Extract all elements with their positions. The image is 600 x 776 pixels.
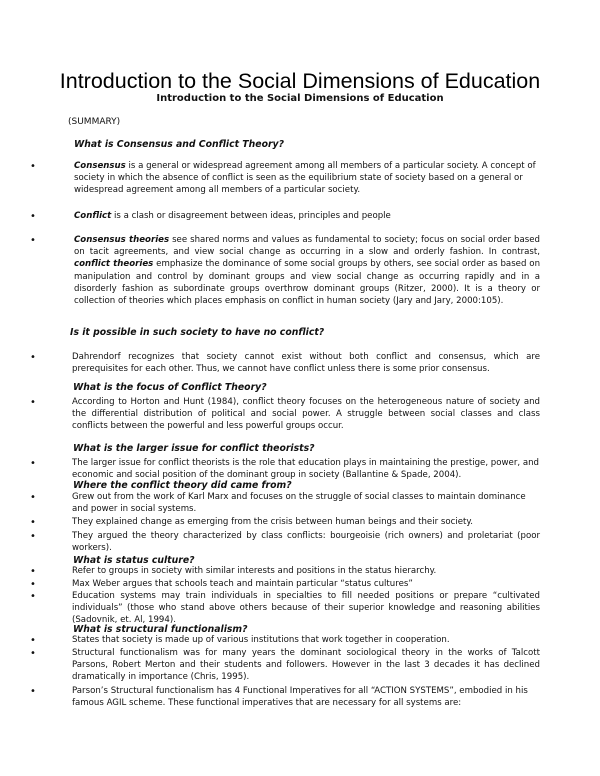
section-heading-structural-functionalism: What is structural functionalism?	[73, 624, 248, 635]
bullet: •	[30, 211, 36, 222]
bullet: •	[30, 635, 36, 646]
paragraph-consensus-theories: Consensus theories see shared norms and values as fundamental to society; focus on social order based on tacit agreements, and view social change as occurring in a slow and orderly fashion. In contrast, conflict theories emphasize the dominance of some social groups by others, see social order as based on manipulation and control by dominant groups and view social change as occurring rapidly and in a disorderly fashion as subordinate groups overthrow dominant groups (Ritzer, 2000). It is a theory or collection of theories which places emphasis on conflict in human society (Jary and Jary, 2000:105).	[74, 235, 541, 307]
paragraph-consensus: Consensus is a general or widespread agreement among all members of a particular society. A concept of society in which the absence of conflict is seen as the equilibrium state of society based on a general or widespread agreement among all members of a particular society.	[74, 161, 536, 196]
section-heading-no-conflict: Is it possible in such society to have no conflict?	[70, 327, 325, 338]
section-heading-larger-issue: What is the larger issue for conflict theorists?	[73, 443, 315, 454]
term-conflict-theories: conflict theories	[74, 259, 154, 270]
bullet: •	[30, 397, 36, 408]
paragraph-horton-hunt: According to Horton and Hunt (1984), conflict theory focuses on the heterogeneous nature of society and the differential distribution of political and social power. A struggle between social classes and class conflicts between the powerful and less powerful groups occur.	[72, 397, 540, 432]
paragraph-parsons-merton: Structural functionalism was for many years the dominant sociological theory in the works of Talcott Parsons, Robert Merton and their students and followers. However in the last 3 decades it has declined dramatically in importance (Chris, 1995).	[72, 648, 540, 683]
bullet: •	[30, 566, 36, 577]
bullet: •	[30, 458, 36, 469]
term-consensus: Consensus	[74, 161, 126, 171]
paragraph-change: They explained change as emerging from the crisis between human beings and their society.	[72, 517, 473, 527]
section-heading-focus: What is the focus of Conflict Theory?	[73, 382, 267, 393]
bullet: •	[30, 591, 36, 602]
paragraph-max-weber: Max Weber argues that schools teach and maintain particular “status cultures”	[72, 579, 413, 589]
bullet: •	[30, 686, 36, 697]
term-consensus-theories: Consensus theories	[74, 235, 170, 245]
term-conflict: Conflict	[74, 211, 112, 221]
paragraph-education-systems: Education systems may train individuals in specialties to fill needed positions or prepare “cultivated individuals” (those who stand above others because of their superior knowledge and reasoning abilities (Sadovnik, et. Al, 1994).	[72, 591, 540, 626]
paragraph-larger-issue: The larger issue for conflict theorists is the role that education plays in maintaining the prestige, power, and economic and social position of the dominant group in society (Ballantine & Spade, 2004).	[72, 458, 539, 481]
bullet: •	[30, 531, 36, 542]
section-heading-origin: Where the conflict theory did came from?	[73, 480, 292, 491]
bullet: •	[30, 235, 36, 246]
paragraph-institutions: States that society is made up of various institutions that work together in cooperation.	[72, 635, 450, 645]
paragraph-agil: Parson’s Structural functionalism has 4 Functional Imperatives for all “ACTION SYSTEMS”, embodied in his famous AGIL scheme. These functional imperatives that are necessary for all systems are:	[72, 686, 528, 709]
section-heading-status-culture: What is status culture?	[73, 555, 195, 566]
section-heading-consensus-conflict: What is Consensus and Conflict Theory?	[74, 139, 284, 150]
summary-label: (SUMMARY)	[68, 117, 121, 127]
bullet: •	[30, 648, 36, 659]
bullet: •	[30, 352, 36, 363]
document-title: Introduction to the Social Dimensions of Education	[59, 69, 541, 93]
document-subtitle: Introduction to the Social Dimensions of Education	[156, 93, 444, 104]
paragraph-class-conflicts: They argued the theory characterized by class conflicts: bourgeoisie (rich owners) and proletariat (poor workers).	[72, 531, 540, 554]
paragraph-conflict: Conflict is a clash or disagreement between ideas, principles and people	[74, 211, 391, 221]
paragraph-status-groups: Refer to groups in society with similar interests and positions in the status hierarchy.	[72, 566, 437, 576]
bullet: •	[30, 579, 36, 590]
paragraph-karl-marx: Grew out from the work of Karl Marx and focuses on the struggle of social classes to maintain dominance and power in social systems.	[72, 492, 526, 515]
paragraph-dahrendorf: Dahrendorf recognizes that society cannot exist without both conflict and consensus, which are prerequisites for each other. Thus, we cannot have conflict unless there is some prior consensus.	[72, 352, 540, 375]
bullet: •	[30, 161, 36, 172]
bullet: •	[30, 492, 36, 503]
bullet: •	[30, 517, 36, 528]
